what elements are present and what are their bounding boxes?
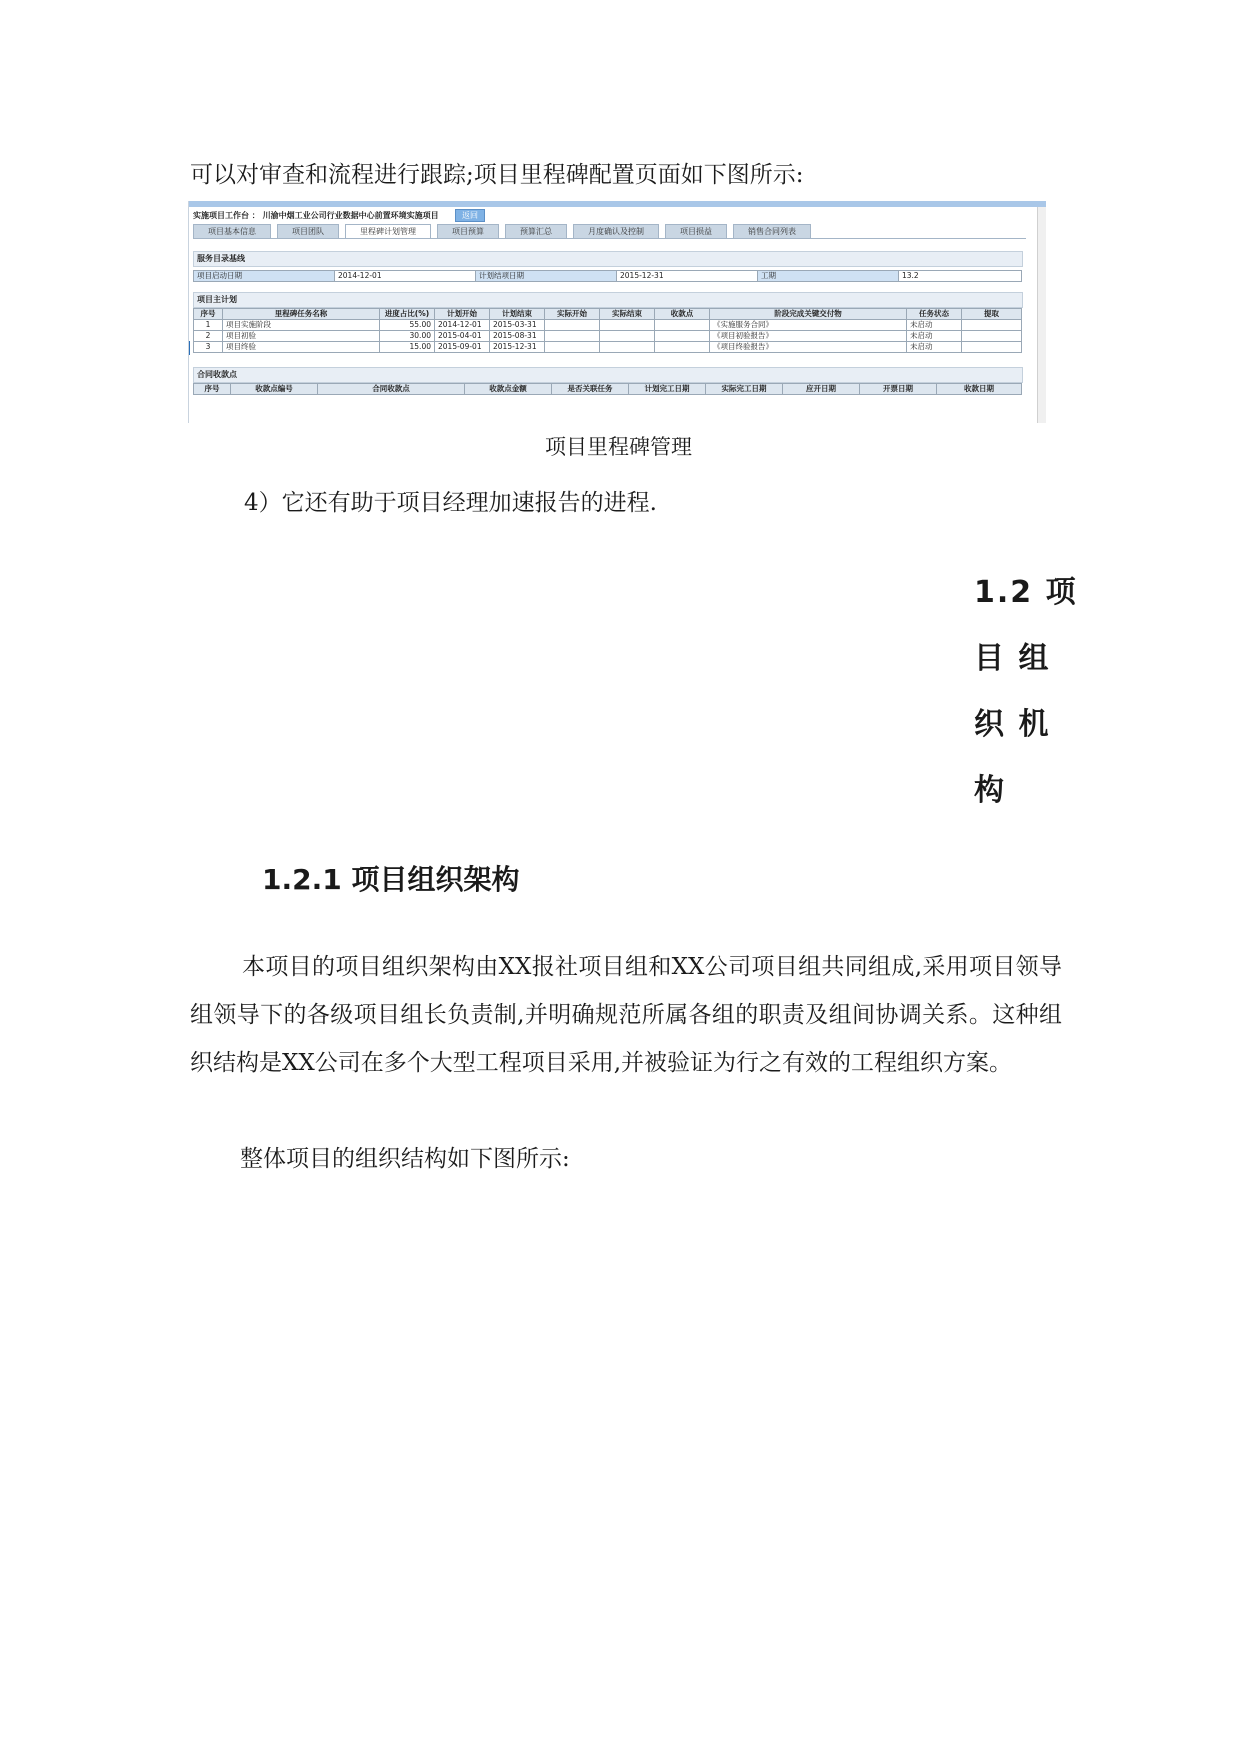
row-task-name: 项目实施阶段: [223, 320, 380, 331]
subsection-heading: 1.2.1 项目组织架构: [262, 863, 520, 896]
section-heading-1-2: [974, 560, 1084, 824]
window-top-band: [189, 201, 1046, 207]
figure-caption: 项目里程碑管理: [545, 435, 692, 459]
col-actual-start: 实际开始: [545, 309, 600, 320]
col-plan-finish: 计划完工日期: [629, 384, 706, 395]
heading-line: 构: [974, 773, 1006, 808]
contract-header-row: [194, 384, 1022, 395]
col-actual-end: 实际结束: [600, 309, 655, 320]
col-seq: 序号: [194, 384, 231, 395]
row-plan-end: 2015-08-31: [490, 331, 545, 342]
row-seq: 2: [194, 331, 223, 342]
plan-header-row: [194, 309, 1022, 320]
table-row[interactable]: [194, 331, 1022, 342]
table-row[interactable]: [194, 342, 1022, 353]
col-progress: 进度占比(%): [380, 309, 435, 320]
contract-section-header: 合同收款点: [193, 367, 1023, 383]
row-task-name: 项目终验: [223, 342, 380, 353]
start-date-label: 项目启动日期: [194, 271, 335, 282]
row-task-status: 未启动: [907, 342, 962, 353]
col-actual-finish: 实际完工日期: [706, 384, 783, 395]
row-actual-end: [600, 331, 655, 342]
row-plan-start: 2014-12-01: [435, 320, 490, 331]
row-plan-start: 2015-09-01: [435, 342, 490, 353]
plan-section-header: 项目主计划: [193, 292, 1023, 308]
col-task-status: 任务状态: [907, 309, 962, 320]
row-actual-start: [545, 320, 600, 331]
table-row[interactable]: [194, 320, 1022, 331]
row-task-status: 未启动: [907, 320, 962, 331]
plan-table: [193, 308, 1022, 353]
row-task-name: 项目初验: [223, 331, 380, 342]
row-progress: 30.00: [380, 331, 435, 342]
contract-table: [193, 383, 1022, 395]
row-task-status: 未启动: [907, 331, 962, 342]
heading-line: 目 组: [974, 641, 1051, 676]
col-linked-task: 是否关联任务: [552, 384, 629, 395]
row-progress: 55.00: [380, 320, 435, 331]
row-plan-end: 2015-03-31: [490, 320, 545, 331]
tab-project-budget[interactable]: 项目预算: [437, 224, 499, 238]
tab-sales-contracts[interactable]: 销售合同列表: [733, 224, 811, 238]
milestone-screenshot: [188, 201, 1046, 423]
row-actual-start: [545, 331, 600, 342]
start-date-value: 2014-12-01: [335, 271, 476, 282]
row-payment-point: [655, 342, 710, 353]
row-progress: 15.00: [380, 342, 435, 353]
paragraph-org-chart-intro: 整体项目的组织结构如下图所示:: [240, 1146, 570, 1172]
intro-text: 可以对审查和流程进行跟踪;项目里程碑配置页面如下图所示:: [190, 162, 804, 188]
row-deliverable: 《实施服务合同》: [710, 320, 907, 331]
row-seq: 3: [194, 342, 223, 353]
col-receipt-date: 收款日期: [937, 384, 1022, 395]
tab-project-info[interactable]: 项目基本信息: [193, 224, 271, 238]
col-extract: 提取: [962, 309, 1022, 320]
col-invoice-date: 开票日期: [860, 384, 937, 395]
tab-bar: [193, 224, 817, 238]
row-payment-point: [655, 320, 710, 331]
row-extract[interactable]: [962, 342, 1022, 353]
col-contract-point: 合同收款点: [318, 384, 465, 395]
row-seq: 1: [194, 320, 223, 331]
tab-milestone-plan[interactable]: 里程碑计划管理: [345, 224, 431, 238]
row-payment-point: [655, 331, 710, 342]
row-extract[interactable]: [962, 320, 1022, 331]
row-deliverable: 《项目初验报告》: [710, 331, 907, 342]
workbench-title: 实施项目工作台 ： 川渝中烟工业公司行业数据中心前置环境实施项目: [193, 211, 439, 220]
row-actual-start: [545, 342, 600, 353]
col-point-code: 收款点编号: [231, 384, 318, 395]
row-deliverable: 《项目终验报告》: [710, 342, 907, 353]
row-actual-end: [600, 320, 655, 331]
period-value: 13.2: [899, 271, 1022, 282]
end-date-label: 计划结项日期: [476, 271, 617, 282]
tab-divider: [193, 238, 1026, 239]
vertical-scrollbar[interactable]: [1037, 207, 1046, 423]
back-button[interactable]: 返回: [455, 209, 485, 222]
heading-line: 织 机: [974, 707, 1051, 742]
paragraph-org-structure: 本项目的项目组织架构由XX报社项目组和XX公司项目组共同组成,采用项目领导组领导下的各级项目组长负责制,并明确规范所属各组的职责及组间协调关系。这种组织结构是XX公司在多个大型工程项目采用,并被验证为行之有效的工程组织方案。: [190, 954, 1062, 1076]
point-4: 4）它还有助于项目经理加速报告的进程.: [244, 490, 657, 516]
col-task-name: 里程碑任务名称: [223, 309, 380, 320]
tab-monthly-control[interactable]: 月度确认及控制: [573, 224, 659, 238]
row-extract[interactable]: [962, 331, 1022, 342]
period-label: 工期: [758, 271, 899, 282]
tab-project-team[interactable]: 项目团队: [277, 224, 339, 238]
tab-budget-summary[interactable]: 预算汇总: [505, 224, 567, 238]
heading-line: 1.2 项: [974, 575, 1078, 610]
left-edge-marker: [188, 341, 190, 355]
col-due-date: 应开日期: [783, 384, 860, 395]
baseline-section-header: 服务目录基线: [193, 251, 1023, 267]
row-plan-start: 2015-04-01: [435, 331, 490, 342]
col-point-amount: 收款点金额: [465, 384, 552, 395]
tab-profit-loss[interactable]: 项目损益: [665, 224, 727, 238]
col-payment-point: 收款点: [655, 309, 710, 320]
col-deliverable: 阶段完成关键交付物: [710, 309, 907, 320]
end-date-value: 2015-12-31: [617, 271, 758, 282]
col-plan-start: 计划开始: [435, 309, 490, 320]
baseline-table: [193, 270, 1022, 282]
row-actual-end: [600, 342, 655, 353]
col-plan-end: 计划结束: [490, 309, 545, 320]
row-plan-end: 2015-12-31: [490, 342, 545, 353]
col-seq: 序号: [194, 309, 223, 320]
